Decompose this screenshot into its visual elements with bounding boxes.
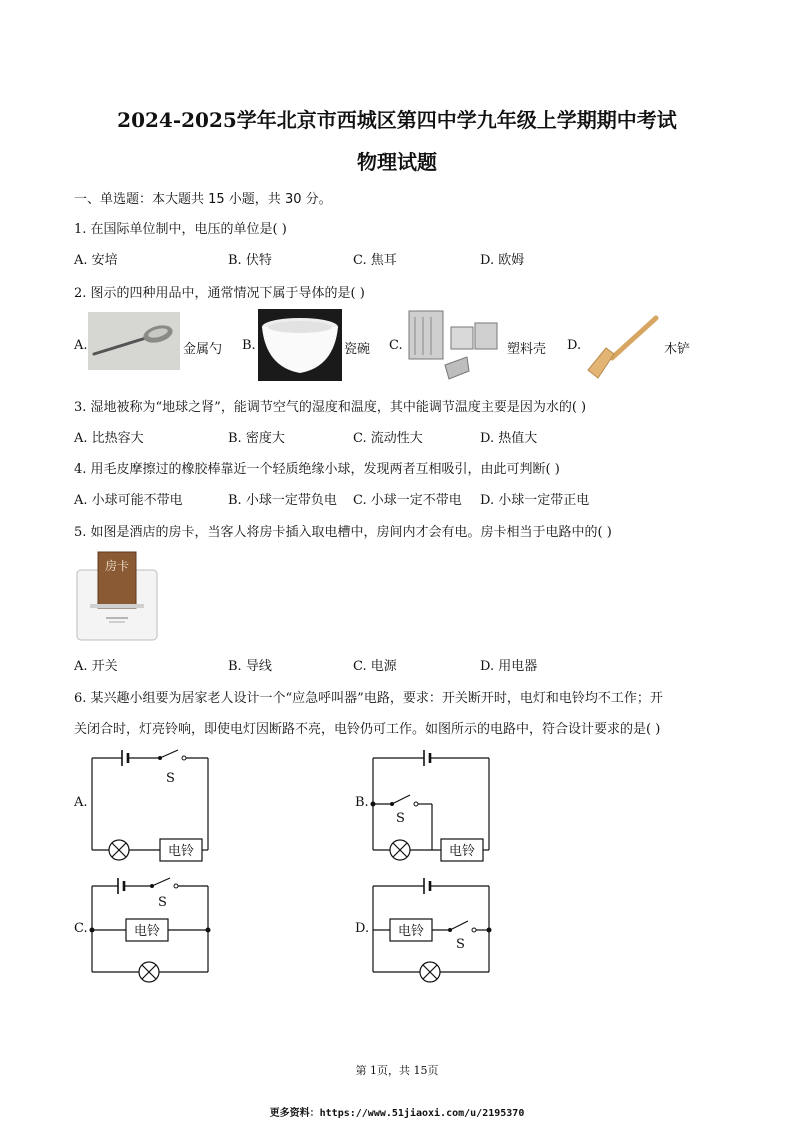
q6-option-d: D.	[355, 921, 370, 936]
switch-label-b: S	[396, 811, 405, 826]
plastic-shell-image	[405, 305, 501, 383]
q5-option-b: B. 导线	[228, 659, 272, 674]
more-resources-link[interactable]: 更多资料：https://www.51jiaoxi.com/u/2195370	[269, 1108, 525, 1119]
bell-label-d: 电铃	[397, 924, 425, 939]
question-6-stem-line-1: 6. 某兴趣小组要为居家老人设计一个“应急呼叫器”电路，要求：开关断开时，电灯和电铃均不工作；开	[74, 691, 663, 706]
q2-caption-c: 塑料壳	[507, 342, 547, 357]
q2-option-a: A.	[74, 338, 88, 353]
page-number: 第 1页，共 15页	[355, 1064, 439, 1077]
q4-option-d: D. 小球一定带正电	[480, 493, 590, 508]
circuit-d	[373, 878, 489, 972]
q1-option-b: B. 伏特	[228, 253, 272, 268]
question-5-stem: 5. 如图是酒店的房卡，当客人将房卡插入取电槽中，房间内才会有电。房卡相当于电路中的( )	[74, 525, 612, 540]
q2-option-c: C.	[389, 338, 403, 353]
section-heading: 一、单选题：本大题共 15 小题，共 30 分。	[74, 192, 332, 207]
exam-subtitle: 物理试题	[357, 150, 437, 174]
q2-caption-b: 瓷碗	[344, 342, 371, 357]
q5-option-c: C. 电源	[353, 659, 397, 674]
wooden-spatula-image	[584, 312, 660, 382]
switch-label-a: S	[166, 771, 175, 786]
q2-option-b: B.	[242, 338, 256, 353]
switch-label-c: S	[158, 895, 167, 910]
q3-option-a: A. 比热容大	[74, 431, 144, 446]
q1-option-a: A. 安培	[74, 253, 118, 268]
q2-caption-a: 金属勺	[183, 342, 223, 357]
q6-option-a: A.	[74, 795, 88, 810]
q1-option-d: D. 欧姆	[480, 253, 525, 268]
bell-label-c: 电铃	[133, 924, 161, 939]
metal-spoon-image	[88, 312, 180, 370]
lamp-a	[109, 840, 129, 860]
porcelain-bowl-image	[258, 309, 342, 381]
switch-label-d: S	[456, 937, 465, 952]
lamp-b	[390, 840, 410, 860]
bell-label-b: 电铃	[448, 844, 476, 859]
q2-caption-d: 木铲	[664, 342, 691, 357]
q6-option-c: C.	[74, 921, 88, 936]
q4-option-a: A. 小球可能不带电	[74, 493, 183, 508]
q4-option-b: B. 小球一定带负电	[228, 493, 337, 508]
q4-option-c: C. 小球一定不带电	[353, 493, 462, 508]
q3-option-d: D. 热值大	[480, 431, 538, 446]
question-1-stem: 1. 在国际单位制中，电压的单位是( )	[74, 222, 287, 237]
exam-title: 2024-2025学年北京市西城区第四中学九年级上学期期中考试	[117, 108, 677, 132]
hotel-room-card-image	[76, 548, 158, 642]
q5-option-d: D. 用电器	[480, 659, 538, 674]
q3-option-c: C. 流动性大	[353, 431, 423, 446]
q5-option-a: A. 开关	[74, 659, 118, 674]
q6-option-b: B.	[355, 795, 369, 810]
question-3-stem: 3. 湿地被称为“地球之肾”，能调节空气的湿度和温度，其中能调节温度主要是因为水的( )	[74, 400, 587, 415]
q3-option-b: B. 密度大	[228, 431, 285, 446]
lamp-d	[420, 962, 440, 982]
q2-option-d: D.	[567, 338, 582, 353]
lamp-c	[139, 962, 159, 982]
circuit-diagrams	[0, 740, 794, 990]
q1-option-c: C. 焦耳	[353, 253, 397, 268]
question-2-stem: 2. 图示的四种用品中，通常情况下属于导体的是( )	[74, 286, 365, 301]
bell-label-a: 电铃	[167, 844, 195, 859]
room-card-label: 房卡	[104, 559, 130, 573]
question-4-stem: 4. 用毛皮摩擦过的橡胶棒靠近一个轻质绝缘小球，发现两者互相吸引，由此可判断( )	[74, 462, 560, 477]
question-6-stem-line-2: 关闭合时，灯亮铃响，即使电灯因断路不亮，电铃仍可工作。如图所示的电路中，符合设计要求的是( )	[74, 722, 661, 737]
